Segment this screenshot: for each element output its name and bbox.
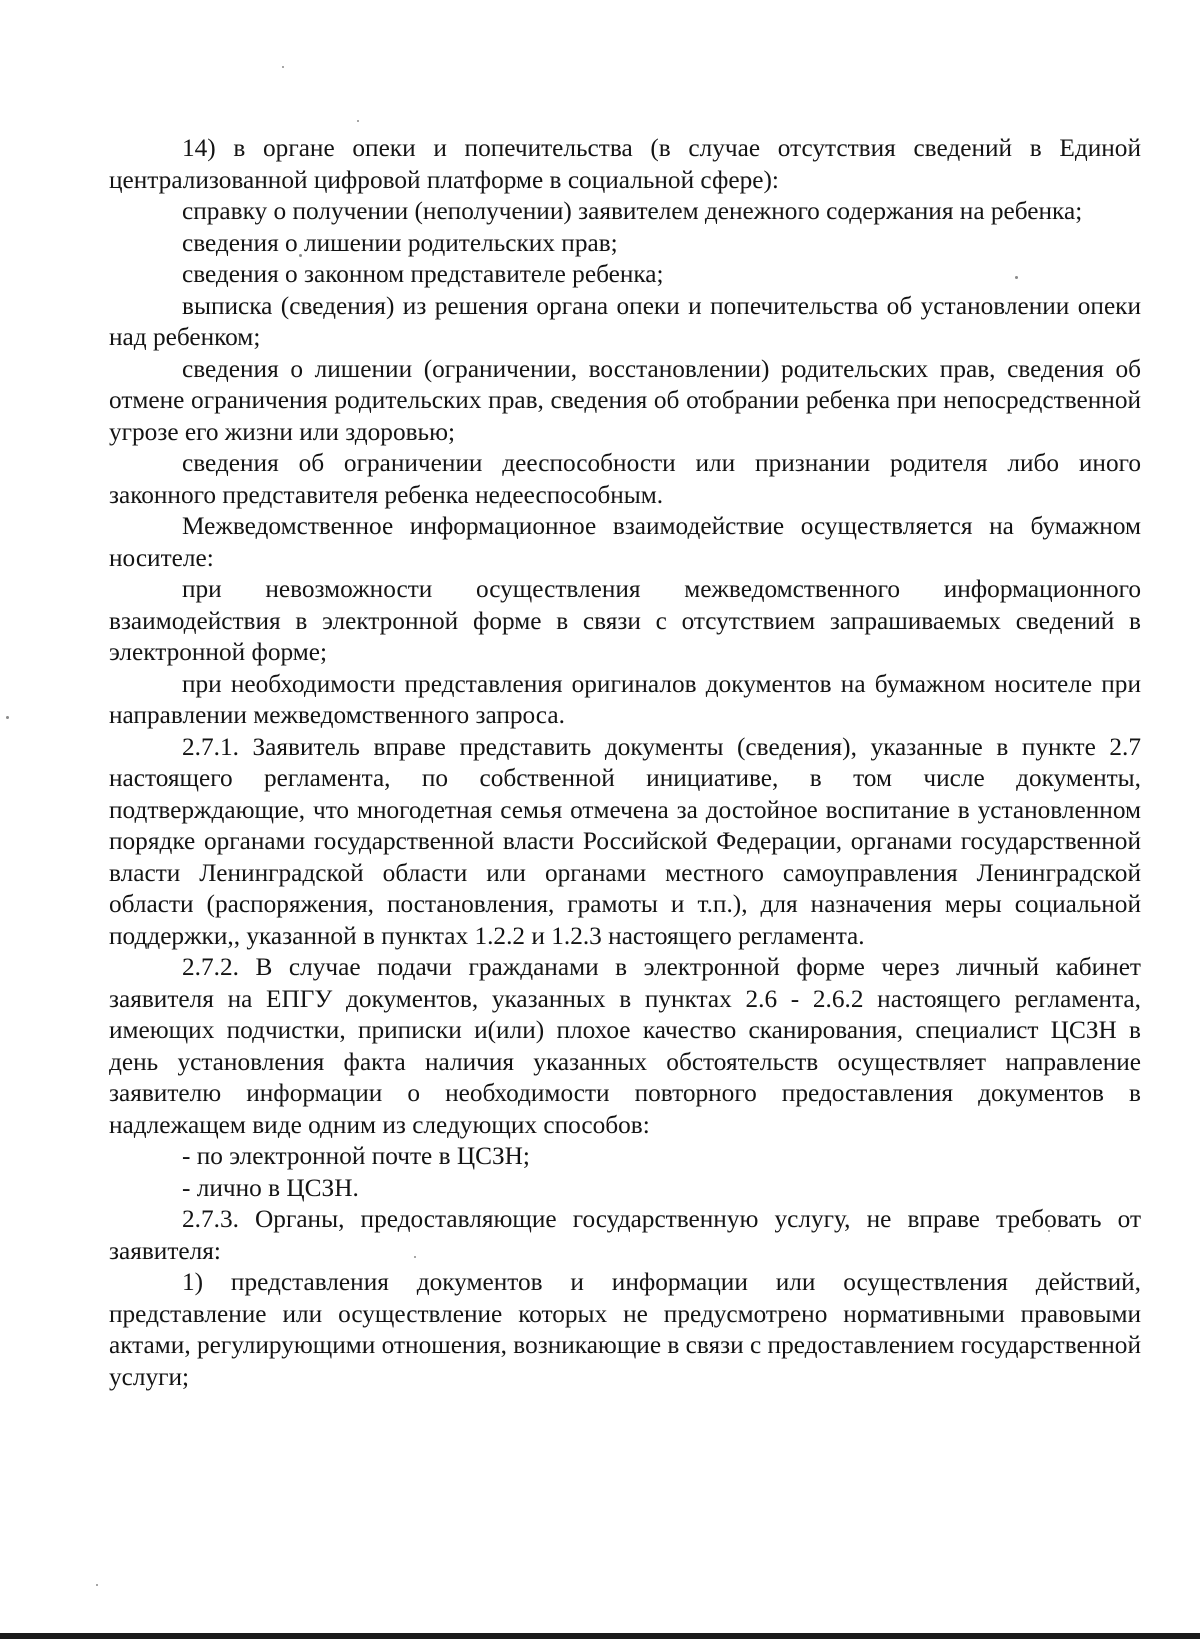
paragraph: при необходимости представления оригиналов документов на бумажном носителе при направлении межведомственного запроса.	[109, 669, 1141, 729]
scan-speck	[282, 66, 284, 68]
paragraph: сведения о лишении (ограничении, восстановлении) родительских прав, сведения об отмене ограничения родительских прав, сведения об отобрании ребенка при непосредственной угрозе его жизни или здоровью;	[109, 354, 1141, 446]
paragraph: 2.7.2. В случае подачи гражданами в электронной форме через личный кабинет заявителя на ЕПГУ документов, указанных в пунктах 2.6 - 2.6.2 настоящего регламента, имеющих подчистки, приписки и(или) плохое качество сканирования, специалист ЦСЗН в день установления факта наличия указанных обстоятельств осуществляет направление заявителю информации о необходимости повторного предоставления документов в надлежащем виде одним из следующих способов:	[109, 953, 1141, 1139]
paragraph: 14) в органе опеки и попечительства (в случае отсутствия сведений в Единой централизованной цифровой платформе в социальной сфере):	[109, 134, 1141, 194]
scan-speck	[96, 1584, 98, 1586]
paragraph: справку о получении (неполучении) заявителем денежного содержания на ребенка;	[182, 197, 1083, 225]
paragraph: при невозможности осуществления межведомственного информационного взаимодействия в электронной форме в связи с отсутствием запрашиваемых сведений в электронной форме;	[109, 575, 1141, 666]
scan-speck	[357, 120, 359, 122]
scan-speck	[6, 716, 9, 719]
paragraph: сведения о лишении родительских прав;	[182, 228, 618, 257]
paragraph: - лично в ЦСЗН.	[182, 1173, 359, 1202]
paragraph: Межведомственное информационное взаимодействие осуществляется на бумажном носителе:	[109, 512, 1141, 572]
scan-bottom-edge	[0, 1633, 1200, 1639]
paragraph: 2.7.3. Органы, предоставляющие государственную услугу, не вправе требовать от заявителя:	[109, 1205, 1141, 1265]
paragraph: - по электронной почте в ЦСЗН;	[182, 1142, 530, 1170]
paragraph: сведения о законном представителе ребенка;	[182, 260, 664, 288]
document-body	[109, 133, 1141, 1393]
paragraph: 1) представления документов и информации или осуществления действий, представление или осуществление которых не предусмотрено нормативными правовыми актами, регулирующими отношения, возникающие в связи с предоставлением государственной услуги;	[109, 1268, 1141, 1391]
paragraph: выписка (сведения) из решения органа опеки и попечительства об установлении опеки над ребенком;	[109, 291, 1141, 351]
paragraph: сведения об ограничении дееспособности или признании родителя либо иного законного представителя ребенка недееспособным.	[109, 449, 1141, 509]
paragraph: 2.7.1. Заявитель вправе представить документы (сведения), указанные в пункте 2.7 настоящего регламента, по собственной инициативе, в том числе документы, подтверждающие, что многодетная семья отмечена за достойное воспитание в установленном порядке органами государственной власти Российской Федерации, органами государственной власти Ленинградской области или органами местного самоуправления Ленинградской области (распоряжения, постановления, грамоты и т.п.), для назначения меры социальной поддержки,, указанной в пунктах 1.2.2 и 1.2.3 настоящего регламента.	[109, 732, 1141, 950]
